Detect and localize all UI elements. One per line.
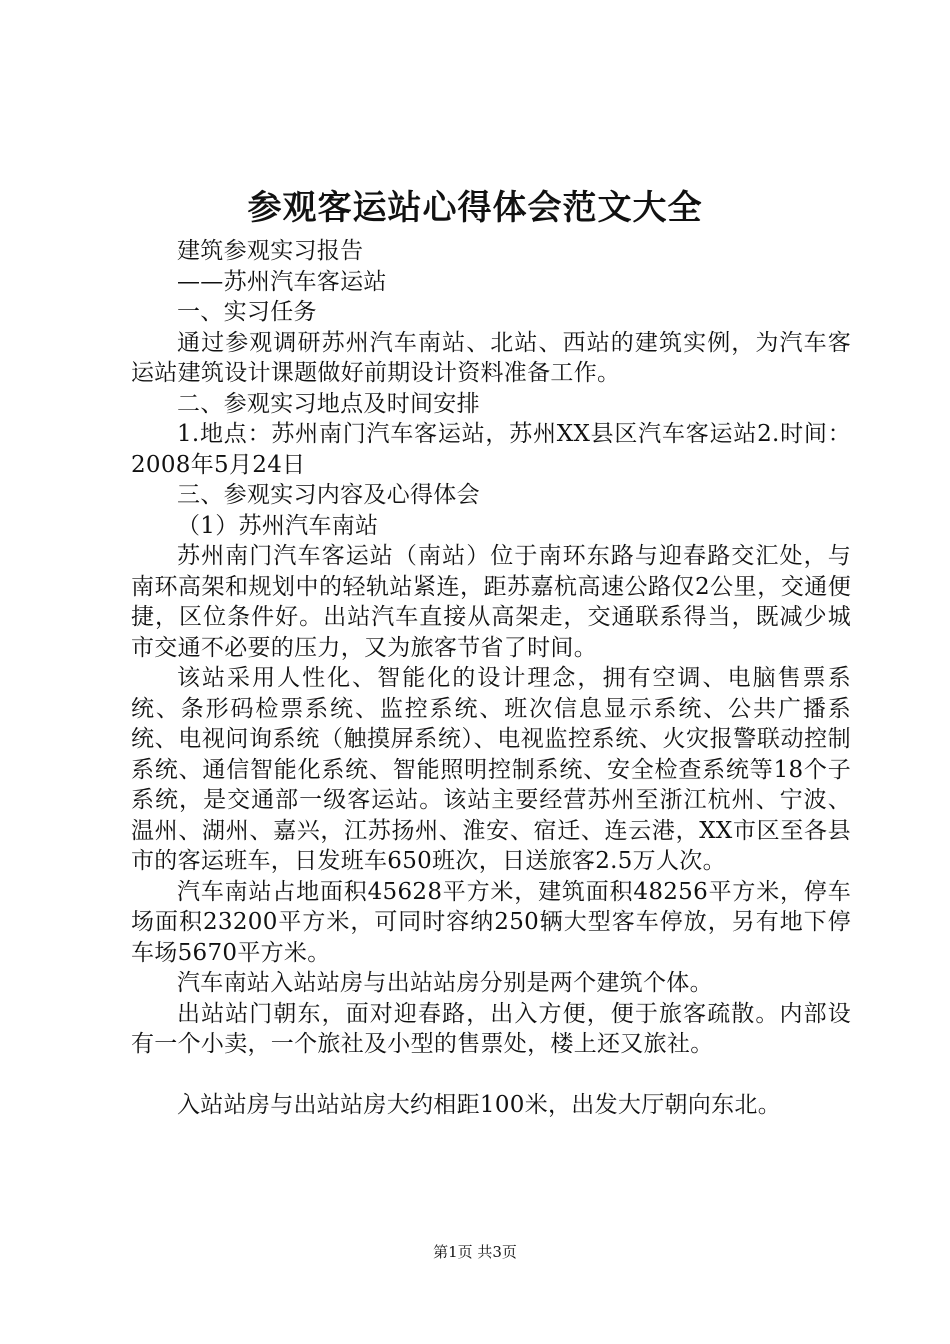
paragraph-task: 通过参观调研苏州汽车南站、北站、西站的建筑实例，为汽车客运站建筑设计课题做好前期设计资料准备工作。 xyxy=(131,329,851,386)
paragraph-building-distance: 入站站房与出站站房大约相距100米，出发大厅朝向东北。 xyxy=(177,1091,781,1118)
paragraph-report-title: 建筑参观实习报告 xyxy=(177,238,364,264)
document-title: 参观客运站心得体会范文大全 xyxy=(247,188,703,228)
document-body xyxy=(131,236,851,1120)
page-number-footer: 第1页 共3页 xyxy=(433,1243,517,1261)
subsection-heading-south-station: （1）苏州汽车南站 xyxy=(177,512,379,539)
paragraph-south-station-area: 汽车南站占地面积45628平方米，建筑面积48256平方米，停车场面积23200平方米，可同时容纳250辆大型客车停放，另有地下停车场5670平方米。 xyxy=(131,878,851,966)
paragraph-south-station-location: 苏州南门汽车客运站（南站）位于南环东路与迎春路交汇处，与南环高架和规划中的轻轨站紧连，距苏嘉杭高速公路仅2公里，交通便捷，区位条件好。出站汽车直接从高架走，交通联系得当，既减少城市交通不必要的压力，又为旅客节省了时间。 xyxy=(131,543,851,661)
paragraph-report-subtitle: ——苏州汽车客运站 xyxy=(177,268,387,295)
paragraph-exit-building: 出站站门朝东，面对迎春路，出入方便，便于旅客疏散。内部设有一个小卖，一个旅社及小型的售票处，楼上还又旅社。 xyxy=(131,1000,851,1057)
section-heading-task: 一、实习任务 xyxy=(177,299,317,325)
section-heading-content: 三、参观实习内容及心得体会 xyxy=(177,482,480,508)
paragraph-location-time: 1.地点：苏州南门汽车客运站，苏州XX县区汽车客运站2.时间：2008年5月24日 xyxy=(131,421,851,478)
paragraph-station-buildings: 汽车南站入站站房与出站站房分别是两个建筑个体。 xyxy=(177,970,713,996)
section-heading-location-time: 二、参观实习地点及时间安排 xyxy=(177,390,480,417)
paragraph-south-station-systems: 该站采用人性化、智能化的设计理念，拥有空调、电脑售票系统、条形码检票系统、监控系统、班次信息显示系统、公共广播系统、电视问询系统（触摸屏系统）、电视监控系统、火灾报警联动控制系统、通信智能化系统、智能照明控制系统、安全检查系统等18个子系统，是交通部一级客运站。该站主要经营苏州至浙江杭州、宁波、温州、湖州、嘉兴，江苏扬州、淮安、宿迁、连云港，XX市区至各县市的客运班车，日发班车650班次，日送旅客2.5万人次。 xyxy=(131,665,851,874)
